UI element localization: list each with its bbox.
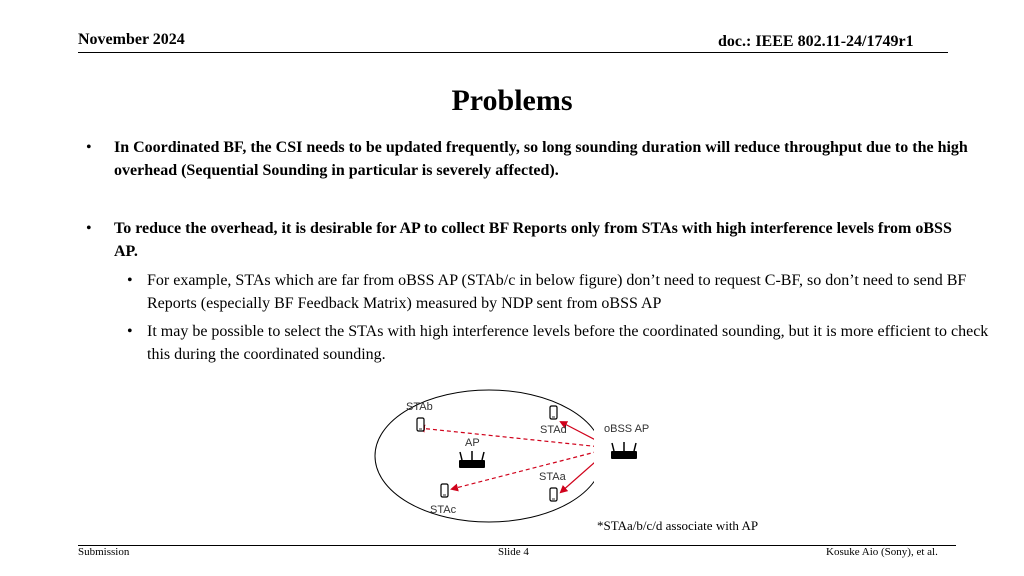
sta-a-phone-icon — [550, 488, 557, 501]
bullet-2-text: To reduce the overhead, it is desirable for AP to collect BF Reports only from STAs with high interference levels from oBSS AP. — [114, 220, 952, 260]
network-diagram — [374, 388, 594, 523]
sta-a-label: STAa — [539, 471, 566, 483]
sta-c-label: STAc — [430, 504, 457, 516]
sub-bullet-2-text: It may be possible to select the STAs with high interference levels before the coordinated sounding, but it is more efficient to check this during the coordinated sounding. — [147, 323, 989, 363]
footer-slide-number: Slide 4 — [498, 546, 529, 558]
obss-ap-group — [596, 418, 656, 468]
header-divider — [78, 52, 948, 53]
figure-note: *STAa/b/c/d associate with AP — [597, 518, 759, 533]
sta-d-label: STAd — [540, 424, 567, 436]
sta-b-label: STAb — [406, 401, 433, 413]
bullet-marker: • — [86, 139, 92, 156]
obss-ap-router-icon — [611, 442, 637, 459]
interference-arrow-stab — [419, 428, 594, 448]
sta-b-phone-icon — [417, 418, 424, 431]
sub-bullet-1-text: For example, STAs which are far from oBSS AP (STAb/c in below figure) don’t need to request C-BF, so don’t need to send BF Reports (especially BF Feedback Matrix) measured by NDP sent from oBSS AP — [147, 272, 967, 312]
bullet-marker: • — [86, 220, 92, 237]
footer-submission: Submission — [78, 546, 130, 558]
header-date: November 2024 — [78, 31, 185, 48]
bullet-1-text: In Coordinated BF, the CSI needs to be updated frequently, so long sounding duration will reduce throughput due to the high overhead (Sequential Sounding in particular is severely affected). — [114, 139, 968, 179]
sub-bullet-marker: • — [127, 272, 133, 289]
header-doc-id: doc.: IEEE 802.11-24/1749r1 — [718, 33, 914, 50]
ap-label: AP — [465, 437, 480, 449]
obss-ap-label: oBSS AP — [604, 423, 650, 435]
ap-router-icon — [459, 451, 485, 468]
sub-bullet-marker: • — [127, 323, 133, 340]
sta-c-phone-icon — [441, 484, 448, 497]
sta-d-phone-icon — [550, 406, 557, 419]
footer-authors: Kosuke Aio (Sony), et al. — [826, 546, 938, 558]
slide-title: Problems — [451, 84, 573, 117]
signal-arrow-staa — [561, 448, 594, 492]
interference-arrow-stac — [452, 448, 594, 489]
